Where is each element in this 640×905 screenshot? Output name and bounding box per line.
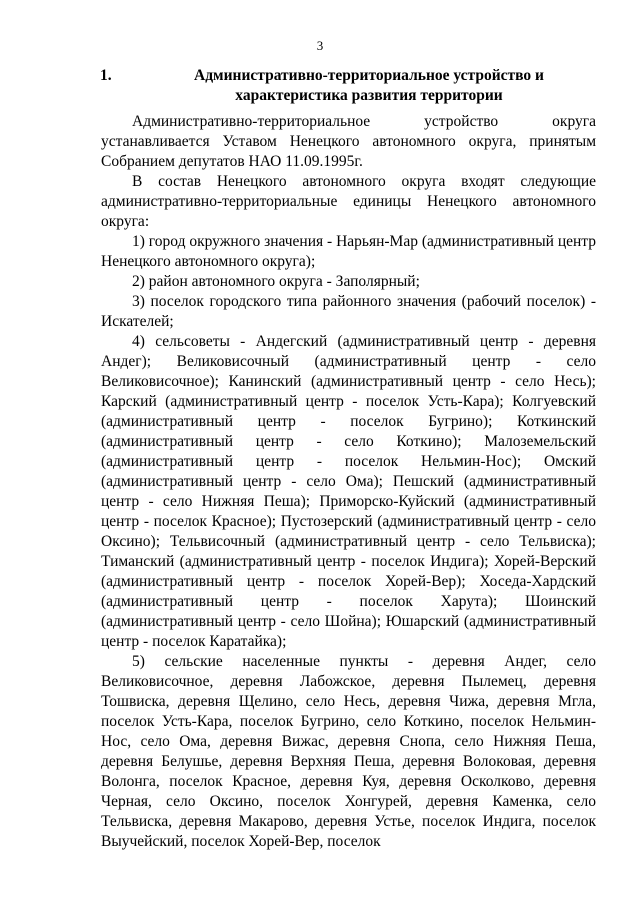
section-heading: [100, 66, 600, 106]
section-number: 1.: [100, 67, 112, 84]
paragraph-composition: В состав Ненецкого автономного округа входят следующие административно-территориальные единицы Ненецкого автономного округа:: [101, 173, 596, 230]
paragraph-item-2: 2) район автономного округа - Заполярный;: [132, 273, 420, 290]
paragraph-item-3: 3) поселок городского типа районного значения (рабочий поселок) - Искателей;: [101, 293, 596, 330]
paragraph-intro: Административно-территориальное устройство округа устанавливается Уставом Ненецкого автономного округа, принятым Собранием депутатов НАО 11.09.1995г.: [101, 113, 596, 170]
section-title: Административно-территориальное устройство и характеристика развития территории: [194, 67, 544, 104]
paragraph-item-4: 4) сельсоветы - Андегский (административный центр - деревня Андег); Великовисочный (административный центр - село Великовисочное); Канинский (административный центр - село Несь); Карский (административный центр - поселок Усть-Кара); Колгуевский (административный центр - поселок Бугрино); Коткинский (административный центр - село Коткино); Малоземельский (административный центр - поселок Нельмин-Нос); Омский (административный центр - село Ома); Пешский (административный центр - село Нижняя Пеша); Приморско-Куйский (административный центр - поселок Красное); Пустозерский (административный центр - село Оксино); Тельвисочный (административный центр - село Тельвиска); Тиманский (административный центр - поселок Индига); Хорей-Верский (административный центр - поселок Хорей-Вер); Хоседа-Хардский (административный центр - поселок Харута); Шоинский (административный центр - село Шойна); Юшарский (административный центр - поселок Каратайка);: [101, 333, 596, 650]
document-body: [101, 112, 596, 852]
page-number: 3: [316, 38, 324, 53]
paragraph-item-1: 1) город окружного значения - Нарьян-Мар (административный центр Ненецкого автономного округа);: [101, 233, 596, 270]
paragraph-item-5: 5) сельские населенные пункты - деревня Андег, село Великовисочное, деревня Лабожское, деревня Пылемец, деревня Тошвиска, деревня Щелино, село Несь, деревня Чижа, деревня Мгла, поселок Усть-Кара, поселок Бугрино, село Коткино, поселок Нельмин-Нос, село Ома, деревня Вижас, деревня Снопа, село Нижняя Пеша, деревня Белушье, деревня Верхняя Пеша, деревня Волоковая, деревня Волонга, поселок Красное, деревня Куя, деревня Осколково, деревня Черная, село Оксино, поселок Хонгурей, деревня Каменка, село Тельвиска, деревня Макарово, деревня Устье, поселок Индига, поселок Выучейский, поселок Хорей-Вер, поселок: [101, 653, 596, 850]
